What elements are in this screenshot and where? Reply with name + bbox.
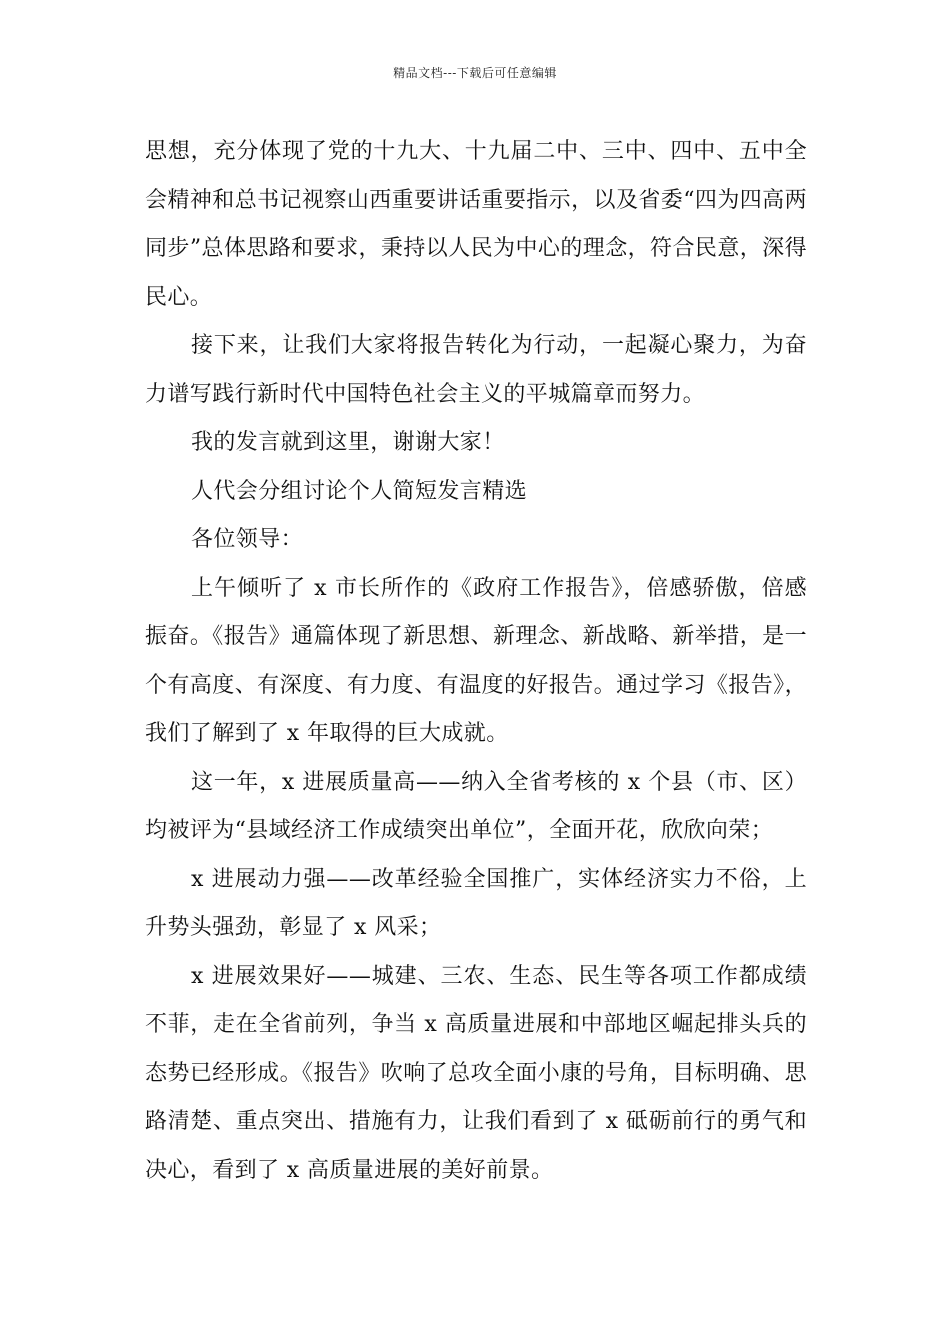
paragraph: x 进展效果好——城建、三农、生态、民生等各项工作都成绩不菲，走在全省前列，争当 x 高质量进展和中部地区崛起排头兵的态势已经形成。《报告》吹响了总攻全面小康的号角，目标明确、思路清楚、重点突出、措施有力，让我们看到了 x 砥砺前行的勇气和决心，看到了 x 高质量进展的美好前景。 — [145, 963, 807, 1183]
paragraph: x 进展动力强——改革经验全国推广，实体经济实力不俗，上升势头强劲，彰显了 x 风采； — [145, 866, 807, 940]
page-header: 精品文档---下载后可任意编辑 — [393, 66, 557, 80]
document-body — [145, 128, 807, 1195]
paragraph: 上午倾听了 x 市长所作的《政府工作报告》，倍感骄傲，倍感振奋。《报告》通篇体现了新思想、新理念、新战略、新举措，是一个有高度、有深度、有力度、有温度的好报告。通过学习《报告》，我们了解到了 x 年取得的巨大成就。 — [145, 575, 807, 746]
paragraph: 我的发言就到这里，谢谢大家！ — [191, 430, 505, 455]
paragraph: 思想，充分体现了党的十九大、十九届二中、三中、四中、五中全会精神和总书记视察山西重要讲话重要指示，以及省委“四为四高两同步”总体思路和要求，秉持以人民为中心的理念，符合民意，深得民心。 — [145, 139, 807, 310]
section-title: 人代会分组讨论个人简短发言精选 — [191, 478, 528, 504]
paragraph: 接下来，让我们大家将报告转化为行动，一起凝心聚力，为奋力谱写践行新时代中国特色社会主义的平城篇章而努力。 — [145, 333, 807, 407]
paragraph: 这一年，x 进展质量高——纳入全省考核的 x 个县（市、区）均被评为“县域经济工作成绩突出单位”，全面开花，欣欣向荣； — [145, 769, 807, 843]
salutation: 各位领导： — [191, 527, 304, 552]
